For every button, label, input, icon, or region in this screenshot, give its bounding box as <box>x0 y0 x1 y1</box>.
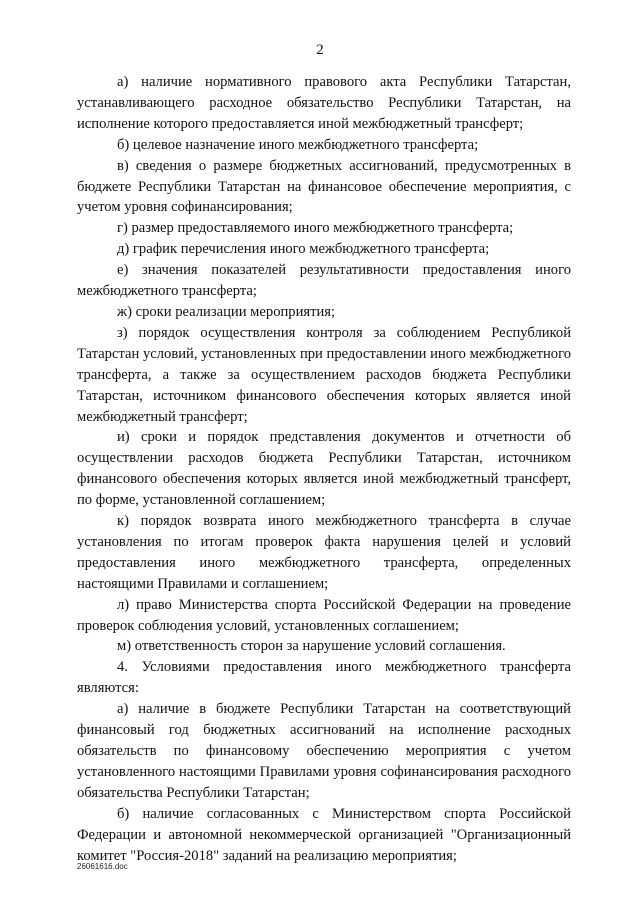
paragraph-zh-implementation-terms: ж) сроки реализации мероприятия; <box>117 303 336 320</box>
paragraph-i-reporting: и) сроки и порядок представления документов и отчетности об осуществлении расходов бюджета Республики Татарстан, источником финансового обеспечения которых является иной межбюджетный трансферт, по форме, установленной соглашением; <box>77 429 571 509</box>
document-filename-footer: 26061616.doc <box>77 862 128 871</box>
paragraph-e-performance-indicators: е) значения показателей результативности предоставления иного межбюджетного трансферта; <box>77 262 571 300</box>
document-body <box>77 72 571 866</box>
paragraph-a-legal-act: а) наличие нормативного правового акта Республики Татарстан, устанавливающего расходное обязательство Республики Татарстан, на исполнение которого предоставляется иной межбюджетный трансферт; <box>77 74 571 132</box>
paragraph-l-inspection-right: л) право Министерства спорта Российской Федерации на проведение проверок соблюдения условий, установленных соглашением; <box>77 596 571 634</box>
paragraph-d-transfer-schedule: д) график перечисления иного межбюджетного трансферта; <box>117 241 490 258</box>
paragraph-m-responsibility: м) ответственность сторон за нарушение условий соглашения. <box>117 638 506 655</box>
paragraph-a-budget-availability: а) наличие в бюджете Республики Татарстан на соответствующий финансовый год бюджетных ассигнований на исполнение расходных обязательств по финансовому обеспечению мероприятия с учетом установленного настоящими Правилами уровня софинансирования расходного обязательства Республики Татарстан; <box>77 701 571 801</box>
paragraph-4-conditions-heading: 4. Условиями предоставления иного межбюджетного трансферта являются: <box>77 659 571 697</box>
paragraph-g-transfer-size: г) размер предоставляемого иного межбюджетного трансферта; <box>117 220 514 237</box>
paragraph-v-budget-allocations: в) сведения о размере бюджетных ассигнований, предусмотренных в бюджете Республики Татарстан на финансовое обеспечение мероприятия, с учетом уровня софинансирования; <box>77 157 571 216</box>
paragraph-k-return-procedure: к) порядок возврата иного межбюджетного трансферта в случае установления по итогам проверок факта нарушения целей и условий предоставления иного межбюджетного трансферта, определенных настоящими Правилами и соглашением; <box>77 513 571 592</box>
page-number: 2 <box>316 42 324 58</box>
paragraph-z-control-procedure: з) порядок осуществления контроля за соблюдением Республикой Татарстан условий, установленных при предоставлении иного межбюджетного трансферта, а также за осуществлением расходов бюджета Республики Татарстан, источником финансового обеспечения которых является иной межбюджетный трансферт; <box>77 324 571 425</box>
paragraph-b-purpose: б) целевое назначение иного межбюджетного трансферта; <box>117 136 479 153</box>
paragraph-b-agreed-tasks: б) наличие согласованных с Министерством спорта Российской Федерации и автономной некоммерческой организацией "Организационный комитет "Россия-2018" заданий на реализацию мероприятия; <box>77 805 571 864</box>
